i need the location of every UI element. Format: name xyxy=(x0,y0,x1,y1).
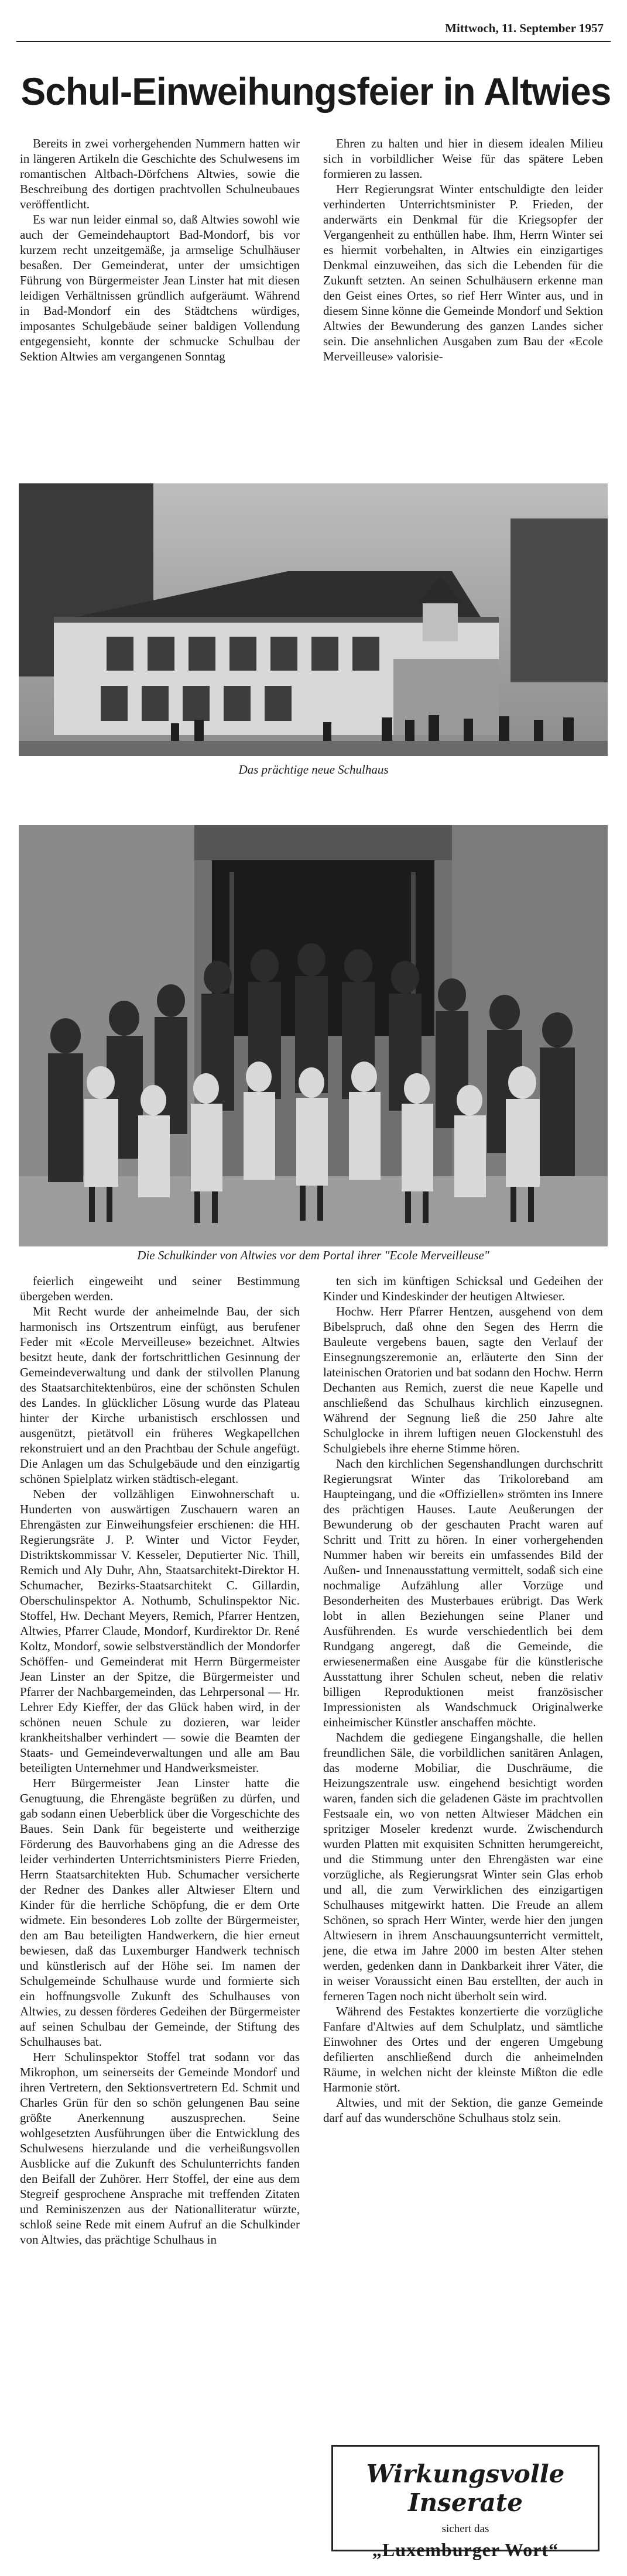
paragraph: Neben der vollzähligen Einwohnerschaft u. Hunderten von auswärtigen Zuschauern waren an Ehrengästen zur Einweihungsfeier erschienen: die HH. Regierungsräte J. P. Winter und Victor Feyder, Distriktskommissar V. Kesseler, Deputierter Nic. Thill, Remich und Aly Duhr, Ahn, Staatsarchitekt-Direktor H. Schumacher, Bezirks-Staatsarchitekt C. Gillardin, Oberschulinspektor A. Nothumb, Schulinspektor Nic. Stoffel, Hw. Dechant Meyers, Remich, Pfarrer Hentzen, Altwies, Pfarrer Claude, Mondorf, Kurdirektor Dr. René Koltz, Mondorf, sowie selbstverständlich der Mondorfer Schöffen- und Gemeinderat mit Herrn Bürgermeister Jean Linster an der Spitze, die Bürgermeister und Pfarrer der Nachbargemeinden, das Lehrpersonal — Hr. Lehrer Edy Kieffer, der das Glück haben wird, in der schönen neuen Schule zu dozieren, war leider krankheitshalber verhindert — sowie die Beamten der Staats- und Gemeindeverwaltungen und alle am Bau beteiligten Unternehmer und Handwerksmeister. xyxy=(20,1487,300,1775)
paragraph: Altwies, und mit der Sektion, die ganze Gemeinde darf auf das wunderschöne Schulhaus stolz sein. xyxy=(323,2096,603,2125)
body-column-left xyxy=(20,1273,300,2561)
school-building-caption: Das prächtige neue Schulhaus xyxy=(238,763,389,777)
schoolchildren-photo xyxy=(19,825,608,1246)
intro-column-left xyxy=(20,136,300,463)
ad-newspaper-name: „Luxemburger Wort“ xyxy=(372,2539,559,2560)
intro-column-right xyxy=(323,136,603,463)
paragraph: Hochw. Herr Pfarrer Hentzen, ausgehend von dem Bibelspruch, daß ohne den Segen des Herrn die Bauleute vergebens bauen, sagte den Verlauf der Einsegnungszeremonie an, erläuterte den Sinn der lateinischen Oratorien und bat sodann den Hochw. Herrn Dechanten aus Remich, zuerst die neue Kapelle und anschließend das Schulhaus kirchlich einzusegnen. Während der Segnung ließ die 250 Jahre alte Schulglocke in ihrem luftigen neuen Glockenstuhl des Schulgiebels ihre eherne Stimme hören. xyxy=(323,1304,603,1455)
advertisement-box xyxy=(331,2445,599,2560)
paragraph: Bereits in zwei vorhergehenden Nummern hatten wir in längeren Artikeln die Geschichte des Schulwesens im romantischen Altbach-Dörfchens Altwies, sowie die Beschreibung des dortigen prachtvollen Schulneubaues veröffentlicht. xyxy=(20,136,300,211)
paragraph: Mit Recht wurde der anheimelnde Bau, der sich harmonisch ins Ortszentrum einfügt, aus berufener Feder mit «Ecole Merveilleuse» bezeichnet. Altwies besitzt heute, dank der fortschrittlichen Gesinnung der Gemeindeverwaltung und dank der stilvollen Planung des Staatsarchitektenbüros, eine der schönsten Schulen des Landes. In glücklicher Lösung wurde das Plateau hinter der Kirche urbanistisch erschlossen und ausgenützt, pietätvoll ein früheres Wegkapellchen rekonstruiert und an den Prachtbau der Schule angefügt. Die Anlagen um das Schulgebäude und den einzigartig schönen Spielplatz wirken städtisch-elegant. xyxy=(20,1304,300,1486)
headline: Schul-Einweihungsfeier in Altwies xyxy=(20,70,611,113)
dateline: Mittwoch, 11. September 1957 xyxy=(445,21,604,35)
ad-headline: Wirkungsvolle Inserate xyxy=(366,2460,565,2517)
school-building-photo xyxy=(19,483,608,756)
paragraph: Herr Schulinspektor Stoffel trat sodann vor das Mikrophon, um seinerseits der Gemeinde Mondorf und ihren Vertretern, den Sektionsvertretern Ed. Schmit und Charles Grün für den so schön gelungenen Bau seine größte Anerkennung auszusprechen. Seine wohlgesetzten Ausführungen über die Entwicklung des Schulwesens hierzulande und die verheißungsvollen Ausblicke auf die Zukunft des Schulunterrichts fanden den Beifall der Zuhörer. Herr Stoffel, der eine aus dem Stegreif gesprochene Ansprache mit treffenden Zitaten und Reminiszenzen aus der Nationalliteratur würzte, schloß seine Rede mit einem Aufruf an die Schulkinder von Altwies, das prächtige Schulhaus in xyxy=(20,2050,300,2247)
paragraph: Nachdem die gediegene Eingangshalle, die hellen freundlichen Säle, die vorbildlichen sanitären Anlagen, das moderne Mobiliar, die Duschräume, die Heizungszentrale usw. eingehend besichtigt worden waren, fanden sich die geladenen Gäste im prachtvollen Festsaale ein, wo von netten Altwieser Mädchen ein spritziger Moseler kredenzt wurde. Zwischendurch wurden Platten mit exquisiten Schnitten herumgereicht, und die Stimmung unter den Ehrengästen war eine vorzügliche, als Regierungsrat Winter sein Glas erhob und all, die zum Verwirklichen des einzigartigen Schulhauses mitgewirkt hatten. Die Freude an allem Schönen, so sprach Herr Winter, werde hier den jungen Altwiesern in ihrem Anschauungsunterricht vermittelt, jene, die etwa im Jahre 2000 im besten Alter stehen werden, gedenken dann in Dankbarkeit ihrer Väter, die in weiser Voraussicht einen Bau erstellten, der auch in ferneren Tagen noch nicht überholt sein wird. xyxy=(323,1730,603,2003)
paragraph: Während des Festaktes konzertierte die vorzügliche Fanfare d'Altwies auf dem Schulplatz, und sämtliche Einwohner des Ortes und der engeren Umgebung defilierten anschließend durch die anheimelnden Räume, in welchen nicht der kleinste Mißton die edle Harmonie stört. xyxy=(323,2004,603,2094)
school-building-image xyxy=(19,483,608,756)
ad-subline: sichert das xyxy=(441,2523,489,2535)
paragraph: Herr Regierungsrat Winter entschuldigte den leider verhinderten Unterrichtsminister P. Frieden, der anderwärts ein Denkmal für die Kriegsopfer der Vergangenheit zu enthüllen habe. Ihm, Herrn Winter sei es hiermit vorbehalten, in Altwies ein einzigartiges Denkmal einzuweihen, das sich die Lebenden für die Zukunft setzten. An seinen Schulhäusern erkenne man den Geist eines Ortes, so rief Herr Winter aus, und in diesem Sinne könne die Gemeinde Mondorf und Sektion Altwies der Bewunderung des ganzen Landes sicher sein. Die ansehnlichen Ausgaben zum Bau der «Ecole Merveilleuse» valorisie- xyxy=(323,182,603,363)
paragraph: Herr Bürgermeister Jean Linster hatte die Genugtuung, die Ehrengäste begrüßen zu dürfen, und gab sodann einen Ueberblick über die Vorgeschichte des Baues. Sein Dank für begeisterte und weitherzige Förderung des Bauvorhabens ging an die Adresse des leider verhinderten Unterrichtsministers Pierre Frieden, Herrn Staatsarchitekten Hub. Schumacher versicherte der Redner des Dankes aller Altwieser Eltern und Kinder für die herrliche Schöpfung, die er dem Orte widmete. Ein besonderes Lob zollte der Bürgermeister, den am Bau beteiligten Handwerkern, die hier erneut bewiesen, daß das Luxemburger Handwerk technisch und künstlerisch auf der Höhe sei. Im namen der Schulgemeinde Schulhause wurde und formierte sich ein hoffnungsvolle Zukunft des Schulhauses von Altwies, zu dessen förderes Gedeihen der Bürgermeister auf seinen Schulbau der Gemeinde, der Stiftung des Schulhauses bat. xyxy=(20,1776,300,2049)
paragraph: feierlich eingeweiht und seiner Bestimmung übergeben werden. xyxy=(20,1274,300,1303)
paragraph: Nach den kirchlichen Segenshandlungen durchschritt Regierungsrat Winter das Trikoloreband am Haupteingang, und die «Offiziellen» strömten ins Innere des prächtigen Hauses. Laute Aeußerungen der Bewunderung ob der geschauten Pracht waren auf Schritt und Tritt zu hören. In einer vorhergehenden Nummer haben wir bereits ein umfassendes Bild der Außen- und Innenausstattung vermittelt, sodaß sich eine nochmalige Aufzählung aller Vorzüge und Besonderheiten des Musterbaues erübrigt. Das Werk lobt in allen Beziehungen seine Planer und Ausführenden. Es wurde verschiedentlich bei dem Rundgang angeregt, daß die Gemeinde, die erwiesenermaßen eine Ausgabe für die künstlerische Ausstattung ihrer Schulen scheut, neben die relativ billigen Reproduktionen meist französischer Impressionisten als Wandschmuck Originalwerke einheimischer Künstler anschaffen möchte. xyxy=(323,1457,603,1729)
paragraph: Es war nun leider einmal so, daß Altwies sowohl wie auch der Gemeindehauptort Bad-Mondorf, bis vor kurzem recht unzeitgemäße, ja armselige Schulhäuser besaßen. Der Gemeinderat, unter der umsichtigen Führung von Bürgermeister Jean Linster hat mit diesen leidigen Verhältnissen gründlich aufgeräumt. Während in Bad-Mondorf ein des Städtchens würdiges, imposantes Schulgebäude seiner baldigen Vollendung entgegensieht, konnte der schmucke Schulbau der Sektion Altwies am vergangenen Sonntag xyxy=(20,212,300,363)
schoolchildren-image xyxy=(19,825,608,1246)
body-column-right xyxy=(323,1273,603,2385)
top-rule xyxy=(16,41,611,42)
paragraph: Ehren zu halten und hier in diesem idealen Milieu sich in vorbildlicher Weise für das spätere Leben formieren zu lassen. xyxy=(323,136,603,181)
paragraph: ten sich im künftigen Schicksal und Gedeihen der Kinder und Kindeskinder der heutigen Altwieser. xyxy=(323,1274,603,1303)
schoolchildren-caption: Die Schulkinder von Altwies vor dem Portal ihrer "Ecole Merveilleuse" xyxy=(19,1248,608,1263)
